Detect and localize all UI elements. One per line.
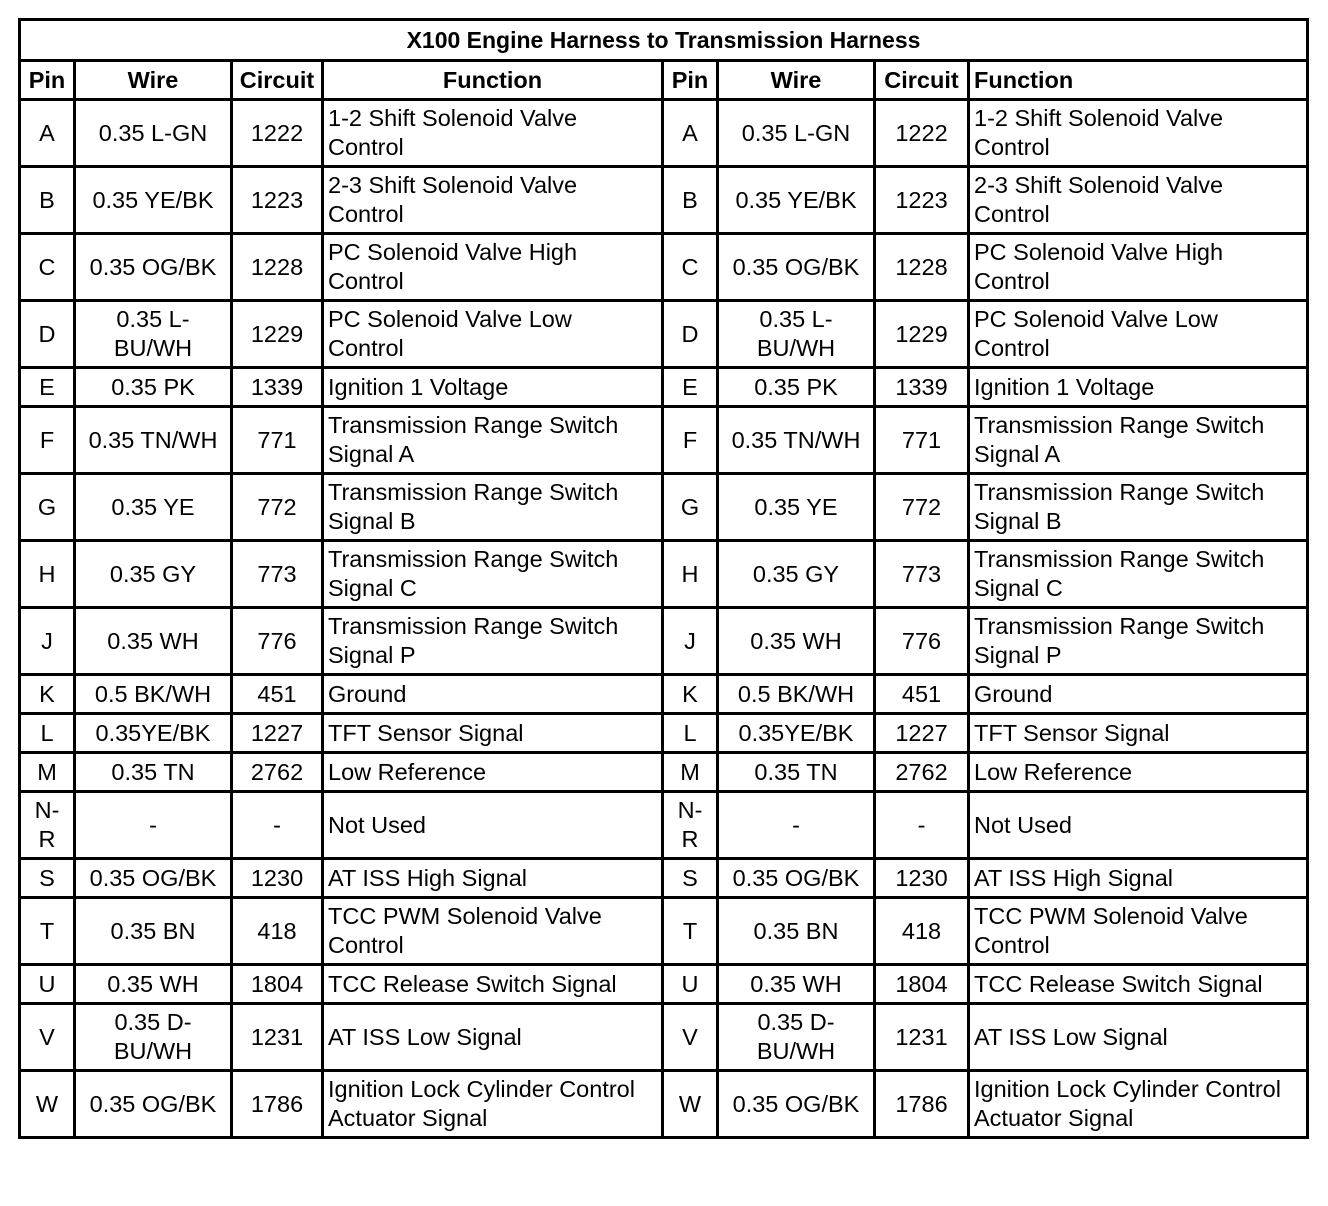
function-cell: Low Reference — [969, 753, 1308, 792]
pin-cell: S — [663, 859, 718, 898]
function-cell: Ignition Lock Cylinder Control Actuator Signal — [323, 1071, 663, 1138]
pin-cell: U — [663, 965, 718, 1004]
pin-cell: D — [663, 301, 718, 368]
wire-cell: 0.35 BN — [718, 898, 875, 965]
wire-cell: 0.35 L-GN — [75, 100, 232, 167]
circuit-cell: 1230 — [875, 859, 969, 898]
circuit-cell: 773 — [875, 541, 969, 608]
wire-cell: 0.35 GY — [75, 541, 232, 608]
pin-cell: M — [663, 753, 718, 792]
pin-cell: W — [663, 1071, 718, 1138]
wire-cell: 0.35 OG/BK — [718, 859, 875, 898]
wire-cell: 0.35 PK — [718, 368, 875, 407]
wire-cell: 0.35 L- BU/WH — [75, 301, 232, 368]
pin-cell: W — [20, 1071, 75, 1138]
circuit-cell: 1222 — [232, 100, 323, 167]
pin-cell: H — [20, 541, 75, 608]
wire-cell: 0.5 BK/WH — [718, 675, 875, 714]
circuit-cell: 776 — [232, 608, 323, 675]
header-function: Function — [323, 61, 663, 100]
circuit-cell: 1229 — [232, 301, 323, 368]
pin-cell: L — [663, 714, 718, 753]
pin-cell: T — [663, 898, 718, 965]
circuit-cell: 1804 — [875, 965, 969, 1004]
pin-cell: F — [663, 407, 718, 474]
pin-cell: M — [20, 753, 75, 792]
function-cell: Transmission Range Switch Signal A — [969, 407, 1308, 474]
pin-cell: B — [20, 167, 75, 234]
table-row — [20, 407, 1308, 474]
pin-cell: J — [663, 608, 718, 675]
wire-cell: 0.35YE/BK — [718, 714, 875, 753]
table-row — [20, 100, 1308, 167]
header-row — [20, 61, 1308, 100]
function-cell: Transmission Range Switch Signal B — [323, 474, 663, 541]
circuit-cell: 1229 — [875, 301, 969, 368]
function-cell: 1-2 Shift Solenoid Valve Control — [969, 100, 1308, 167]
wire-cell: 0.35 WH — [718, 608, 875, 675]
circuit-cell: 772 — [232, 474, 323, 541]
pin-cell: V — [20, 1004, 75, 1071]
table-row — [20, 675, 1308, 714]
function-cell: Not Used — [323, 792, 663, 859]
wire-cell: - — [718, 792, 875, 859]
circuit-cell: 451 — [875, 675, 969, 714]
table-row — [20, 1071, 1308, 1138]
circuit-cell: 2762 — [875, 753, 969, 792]
pin-cell: G — [20, 474, 75, 541]
function-cell: AT ISS Low Signal — [969, 1004, 1308, 1071]
wire-cell: 0.35 YE — [75, 474, 232, 541]
circuit-cell: 776 — [875, 608, 969, 675]
wire-cell: 0.35 D- BU/WH — [718, 1004, 875, 1071]
circuit-cell: 1227 — [875, 714, 969, 753]
function-cell: Ignition Lock Cylinder Control Actuator Signal — [969, 1071, 1308, 1138]
pin-cell: L — [20, 714, 75, 753]
function-cell: TFT Sensor Signal — [969, 714, 1308, 753]
wire-cell: 0.35 WH — [718, 965, 875, 1004]
circuit-cell: 1231 — [232, 1004, 323, 1071]
pin-cell: B — [663, 167, 718, 234]
pin-cell: K — [20, 675, 75, 714]
pin-cell: G — [663, 474, 718, 541]
wire-cell: 0.35 WH — [75, 965, 232, 1004]
wire-cell: 0.35 TN/WH — [75, 407, 232, 474]
header-function: Function — [969, 61, 1308, 100]
pin-cell: T — [20, 898, 75, 965]
function-cell: Not Used — [969, 792, 1308, 859]
table-row — [20, 714, 1308, 753]
function-cell: PC Solenoid Valve High Control — [323, 234, 663, 301]
circuit-cell: - — [232, 792, 323, 859]
pin-cell: A — [20, 100, 75, 167]
wire-cell: 0.35 D- BU/WH — [75, 1004, 232, 1071]
function-cell: Transmission Range Switch Signal B — [969, 474, 1308, 541]
function-cell: 1-2 Shift Solenoid Valve Control — [323, 100, 663, 167]
circuit-cell: 2762 — [232, 753, 323, 792]
wire-cell: 0.35 GY — [718, 541, 875, 608]
function-cell: Low Reference — [323, 753, 663, 792]
function-cell: 2-3 Shift Solenoid Valve Control — [969, 167, 1308, 234]
pin-cell: E — [20, 368, 75, 407]
circuit-cell: - — [875, 792, 969, 859]
header-circuit: Circuit — [875, 61, 969, 100]
function-cell: PC Solenoid Valve Low Control — [323, 301, 663, 368]
table-row — [20, 792, 1308, 859]
header-pin: Pin — [663, 61, 718, 100]
function-cell: PC Solenoid Valve Low Control — [969, 301, 1308, 368]
header-wire: Wire — [718, 61, 875, 100]
table-row — [20, 898, 1308, 965]
function-cell: AT ISS High Signal — [969, 859, 1308, 898]
circuit-cell: 1231 — [875, 1004, 969, 1071]
circuit-cell: 418 — [232, 898, 323, 965]
wire-cell: 0.35 TN — [75, 753, 232, 792]
table-row — [20, 368, 1308, 407]
function-cell: TCC PWM Solenoid Valve Control — [323, 898, 663, 965]
circuit-cell: 1227 — [232, 714, 323, 753]
table-row — [20, 1004, 1308, 1071]
function-cell: PC Solenoid Valve High Control — [969, 234, 1308, 301]
circuit-cell: 1786 — [875, 1071, 969, 1138]
circuit-cell: 1786 — [232, 1071, 323, 1138]
circuit-cell: 1339 — [875, 368, 969, 407]
pin-cell: F — [20, 407, 75, 474]
circuit-cell: 1228 — [875, 234, 969, 301]
function-cell: Ground — [323, 675, 663, 714]
circuit-cell: 772 — [875, 474, 969, 541]
pin-cell: V — [663, 1004, 718, 1071]
header-wire: Wire — [75, 61, 232, 100]
wire-cell: 0.5 BK/WH — [75, 675, 232, 714]
pin-cell: D — [20, 301, 75, 368]
wire-cell: 0.35 OG/BK — [75, 1071, 232, 1138]
circuit-cell: 1223 — [232, 167, 323, 234]
table-row — [20, 474, 1308, 541]
table-row — [20, 753, 1308, 792]
pin-cell: K — [663, 675, 718, 714]
header-circuit: Circuit — [232, 61, 323, 100]
circuit-cell: 771 — [875, 407, 969, 474]
harness-pinout-table — [18, 18, 1309, 1139]
wire-cell: 0.35 L- BU/WH — [718, 301, 875, 368]
table-row — [20, 167, 1308, 234]
wire-cell: 0.35 YE/BK — [75, 167, 232, 234]
function-cell: AT ISS High Signal — [323, 859, 663, 898]
circuit-cell: 773 — [232, 541, 323, 608]
wire-cell: 0.35 PK — [75, 368, 232, 407]
circuit-cell: 1228 — [232, 234, 323, 301]
function-cell: 2-3 Shift Solenoid Valve Control — [323, 167, 663, 234]
circuit-cell: 1230 — [232, 859, 323, 898]
wire-cell: 0.35 BN — [75, 898, 232, 965]
pin-cell: H — [663, 541, 718, 608]
wire-cell: 0.35 L-GN — [718, 100, 875, 167]
table-row — [20, 859, 1308, 898]
function-cell: Ignition 1 Voltage — [323, 368, 663, 407]
pin-cell: N- R — [663, 792, 718, 859]
pin-cell: N- R — [20, 792, 75, 859]
function-cell: Transmission Range Switch Signal P — [323, 608, 663, 675]
circuit-cell: 1339 — [232, 368, 323, 407]
circuit-cell: 771 — [232, 407, 323, 474]
wire-cell: 0.35 OG/BK — [75, 234, 232, 301]
circuit-cell: 1222 — [875, 100, 969, 167]
pin-cell: E — [663, 368, 718, 407]
function-cell: TCC Release Switch Signal — [323, 965, 663, 1004]
wire-cell: 0.35 TN/WH — [718, 407, 875, 474]
function-cell: Transmission Range Switch Signal C — [323, 541, 663, 608]
table-row — [20, 608, 1308, 675]
pin-cell: C — [663, 234, 718, 301]
function-cell: Transmission Range Switch Signal P — [969, 608, 1308, 675]
header-pin: Pin — [20, 61, 75, 100]
circuit-cell: 1223 — [875, 167, 969, 234]
function-cell: Ignition 1 Voltage — [969, 368, 1308, 407]
wire-cell: 0.35 YE/BK — [718, 167, 875, 234]
function-cell: Transmission Range Switch Signal C — [969, 541, 1308, 608]
table-row — [20, 301, 1308, 368]
function-cell: Ground — [969, 675, 1308, 714]
pin-cell: J — [20, 608, 75, 675]
function-cell: Transmission Range Switch Signal A — [323, 407, 663, 474]
wire-cell: 0.35YE/BK — [75, 714, 232, 753]
wire-cell: 0.35 OG/BK — [718, 1071, 875, 1138]
function-cell: TCC PWM Solenoid Valve Control — [969, 898, 1308, 965]
pin-cell: S — [20, 859, 75, 898]
table-title: X100 Engine Harness to Transmission Harness — [20, 20, 1308, 61]
pin-cell: A — [663, 100, 718, 167]
function-cell: AT ISS Low Signal — [323, 1004, 663, 1071]
wire-cell: - — [75, 792, 232, 859]
wire-cell: 0.35 YE — [718, 474, 875, 541]
table-row — [20, 965, 1308, 1004]
table-row — [20, 541, 1308, 608]
table-row — [20, 234, 1308, 301]
pin-cell: C — [20, 234, 75, 301]
wire-cell: 0.35 WH — [75, 608, 232, 675]
wire-cell: 0.35 OG/BK — [75, 859, 232, 898]
function-cell: TFT Sensor Signal — [323, 714, 663, 753]
circuit-cell: 1804 — [232, 965, 323, 1004]
circuit-cell: 418 — [875, 898, 969, 965]
circuit-cell: 451 — [232, 675, 323, 714]
pin-cell: U — [20, 965, 75, 1004]
function-cell: TCC Release Switch Signal — [969, 965, 1308, 1004]
wire-cell: 0.35 OG/BK — [718, 234, 875, 301]
wire-cell: 0.35 TN — [718, 753, 875, 792]
